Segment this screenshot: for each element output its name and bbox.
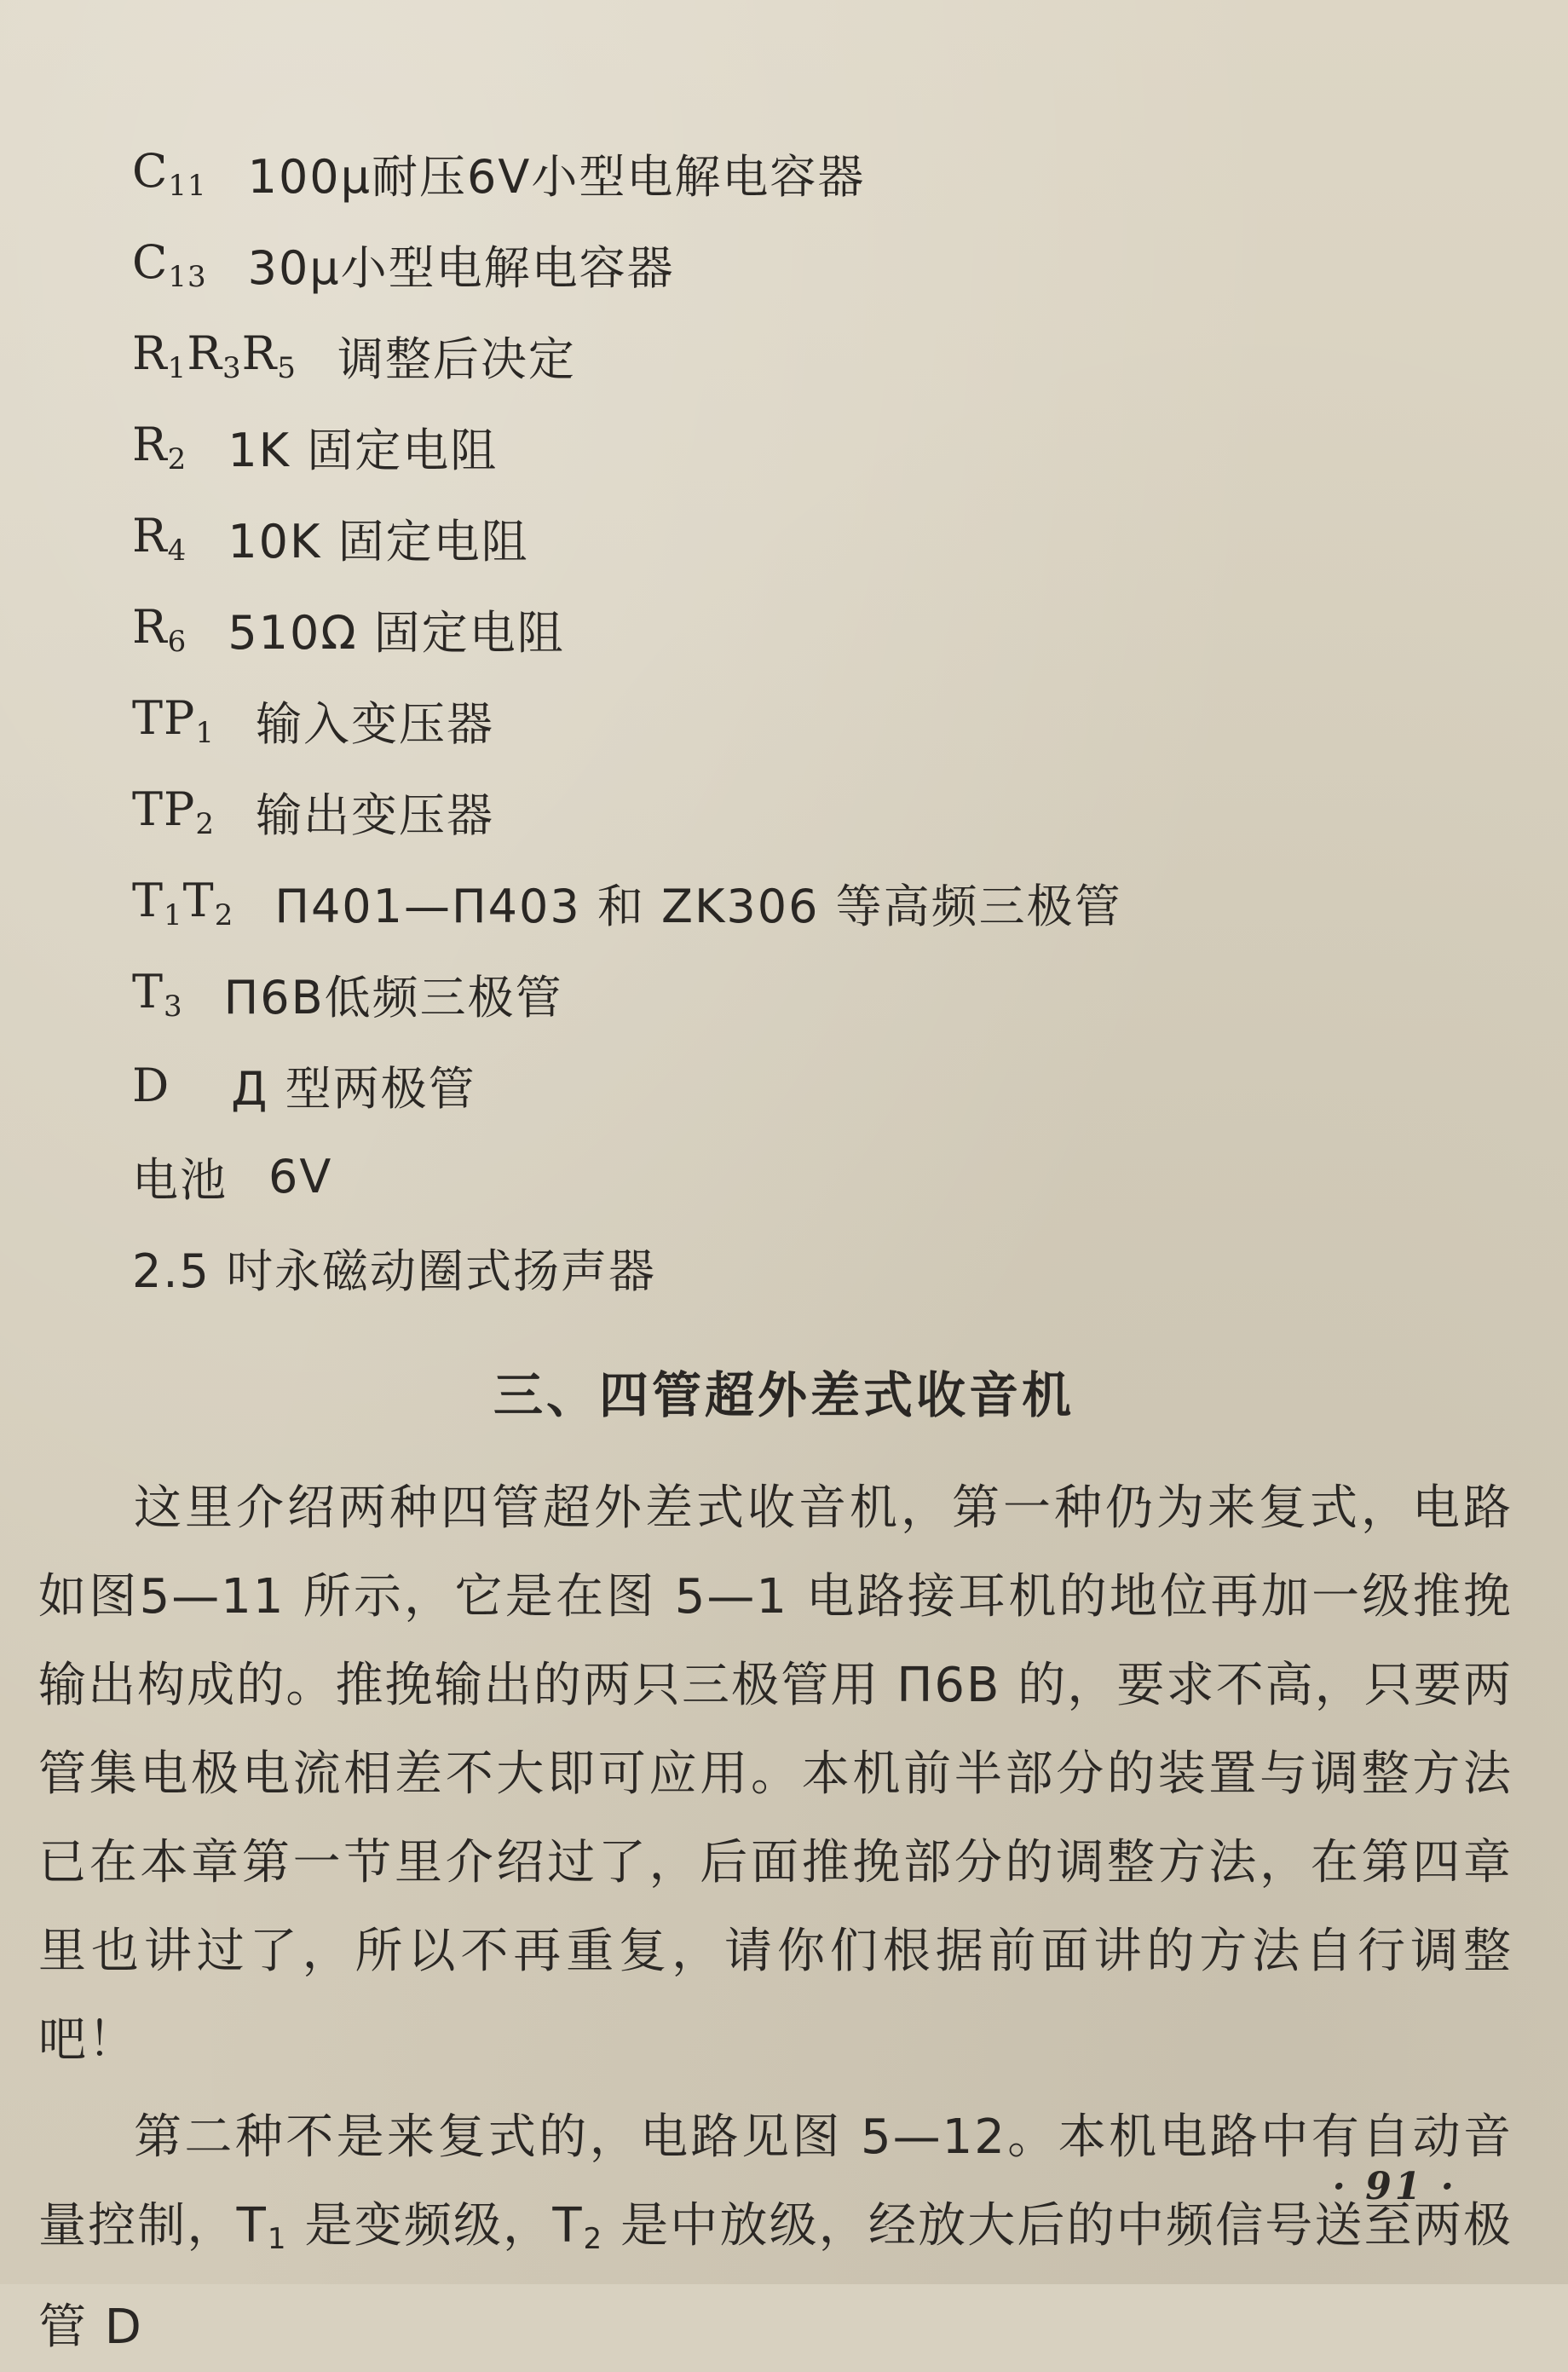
part-code: 电池	[132, 1153, 228, 1207]
page-number: · 91 ·	[1332, 2165, 1457, 2208]
part-row-d	[132, 1040, 1410, 1131]
part-row-r1r3r5	[132, 310, 1410, 401]
body-text	[38, 1464, 1513, 2372]
part-row-r2	[132, 401, 1410, 493]
part-code: $TP_1$	[132, 691, 215, 750]
part-row-r4	[132, 493, 1410, 584]
part-row-t3	[132, 949, 1410, 1040]
part-code: $R_2$	[132, 418, 187, 476]
part-description: 调整后决定	[337, 332, 576, 386]
part-description: 100μ耐压6V小型电解电容器	[247, 150, 866, 204]
part-code: $T_1T_2$	[132, 874, 234, 932]
part-description: 1K 固定电阻	[228, 424, 499, 477]
part-code: $T_3$	[132, 965, 183, 1024]
part-code: $C_{13}$	[132, 235, 207, 294]
section-heading: 三、四管超外差式收音机	[493, 1366, 1075, 1424]
part-description: 输入变压器	[256, 697, 494, 751]
part-code: $TP_2$	[132, 782, 215, 841]
part-code: $R_6$	[132, 600, 187, 659]
part-row-speaker	[132, 1222, 1410, 1313]
part-description: 6V	[268, 1150, 333, 1203]
part-description: 输出变压器	[256, 788, 494, 842]
part-row-battery	[132, 1131, 1410, 1222]
part-description: Π6B低频三极管	[223, 971, 563, 1024]
part-row-t1t2	[132, 857, 1410, 949]
part-code: $R_4$	[132, 509, 187, 568]
part-code: $R_1R_3R_5$	[132, 326, 297, 385]
part-description: 2.5 吋永磁动圈式扬声器	[132, 1244, 657, 1298]
part-code: $C_{11}$	[132, 144, 207, 203]
part-row-r6	[132, 584, 1410, 675]
part-description: 30μ小型电解电容器	[247, 241, 675, 295]
part-code: D	[132, 1059, 170, 1112]
part-description: Π401—Π403 和 ZK306 等高频三极管	[274, 880, 1122, 933]
part-description: 10K 固定电阻	[228, 515, 529, 568]
parts-list	[132, 128, 1410, 1313]
part-row-c13	[132, 219, 1410, 310]
paragraph-1: 这里介绍两种四管超外差式收音机，第一种仍为来复式，电路如图5—11 所示，它是在图 5—1 电路接耳机的地位再加一级推挽输出构成的。推挽输出的两只三极管用 Π6B 的，要求不高，只要两管集电极电流相差不大即可应用。本机前半部分的装置与调整方法已在本章第一节里介绍过了，后面推挽部分的调整方法，在第四章里也讲过了，所以不再重复，请你们根据前面讲的方法自行调整吧！	[38, 1480, 1513, 2068]
paragraph-2: 第二种不是来复式的，电路见图 5—12。本机电路中有自动音量控制，$T_1$ 是变频级，$T_2$ 是中放级，经放大后的中频信号送至两极管 D	[38, 2109, 1513, 2355]
part-description: Д 型两极管	[231, 1062, 476, 1116]
part-row-tp2	[132, 766, 1410, 857]
part-row-c11	[132, 128, 1410, 219]
part-description: 510Ω 固定电阻	[228, 606, 565, 660]
part-row-tp1	[132, 675, 1410, 766]
